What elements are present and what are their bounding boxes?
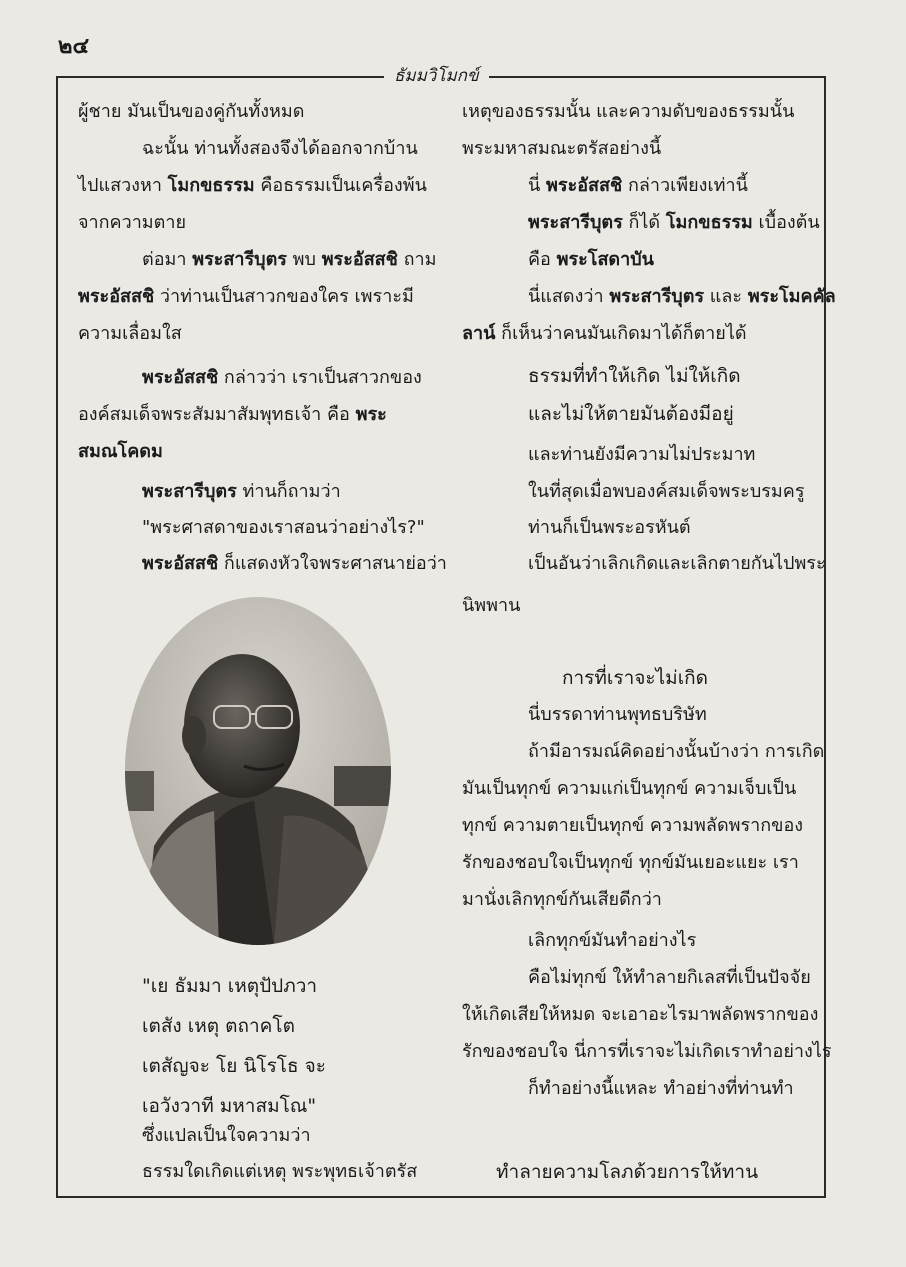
text-line: ถ้ามีอารมณ์คิดอย่างนั้นบ้างว่า การเกิด: [528, 741, 825, 762]
pali-verse-line: "เย ธัมมา เหตุปัปภวา: [142, 975, 318, 997]
text: ถาม: [397, 249, 437, 270]
text-line: [142, 137, 418, 161]
text: นี่แสดงว่า: [528, 286, 610, 307]
bold-term: พระอัสสชิ: [142, 367, 219, 388]
section-heading: การที่เราจะไม่เกิด: [562, 667, 709, 689]
bold-term: สมณโคดม: [78, 441, 163, 462]
text-line: [528, 248, 654, 272]
text-line: รักของชอบใจ นี่การที่เราจะไม่เกิดเราทำอย่างไร: [462, 1041, 832, 1062]
text: ก็แสดงหัวใจพระศาสนาย่อว่า: [218, 553, 447, 574]
running-title: ธัมมวิโมกข์: [384, 62, 489, 89]
text-line: [528, 211, 820, 235]
bold-term: พระสารีบุตร: [192, 249, 287, 270]
text: จากความตาย: [78, 212, 187, 233]
text-line: นี่บรรดาท่านพุทธบริษัท: [528, 704, 707, 725]
text-line: มันเป็นทุกข์ ความแก่เป็นทุกข์ ความเจ็บเป็น: [462, 778, 797, 799]
text: พบ: [286, 249, 322, 270]
bold-statement: และไม่ให้ตายมันต้องมีอยู่: [528, 403, 734, 425]
bold-term: พระอัสสชิ: [321, 249, 398, 270]
text-line: ทุกข์ ความตายเป็นทุกข์ ความพลัดพรากของ: [462, 815, 804, 836]
text: นี่: [528, 175, 547, 196]
text-line: ให้เกิดเสียให้หมด จะเอาอะไรมาพลัดพรากของ: [462, 1004, 819, 1025]
text-line: [142, 480, 341, 504]
text-line: [78, 211, 186, 235]
monk-portrait-photo: [124, 596, 392, 946]
text: ว่าท่านเป็นสาวกของใคร เพราะมี: [154, 286, 414, 307]
text-line: [78, 174, 427, 198]
text-line: ท่านก็เป็นพระอรหันต์: [528, 517, 691, 538]
bold-term: พระสารีบุตร: [142, 481, 237, 502]
text: คือธรรมเป็นเครื่องพ้น: [254, 175, 427, 196]
text-line: มานั่งเลิกทุกข์กันเสียดีกว่า: [462, 889, 662, 910]
text-line: ก็ทำอย่างนี้แหละ ทำอย่างที่ท่านทำ: [528, 1078, 794, 1099]
text-line: [78, 440, 163, 464]
pali-verse-line: เอวังวาที มหาสมโณ": [142, 1095, 317, 1117]
pali-verse-line: เตสัญจะ โย นิโรโธ จะ: [142, 1055, 326, 1077]
text-line: พระมหาสมณะตรัสอย่างนี้: [462, 138, 662, 159]
text-line: ธรรมใดเกิดแต่เหตุ พระพุทธเจ้าตรัส: [142, 1161, 418, 1182]
text-line: [78, 403, 387, 427]
quote-text: "พระศาสดาของเราสอนว่าอย่างไร?": [142, 517, 425, 538]
text-line: [78, 100, 304, 124]
text-line: และท่านยังมีความไม่ประมาท: [528, 444, 756, 465]
text-line: นิพพาน: [462, 595, 521, 616]
text-line: [142, 248, 436, 272]
bold-term: ลาน์: [462, 323, 496, 344]
text-line: [462, 322, 747, 346]
bold-statement: ธรรมที่ทำให้เกิด ไม่ให้เกิด: [528, 365, 741, 387]
text: ฉะนั้น ท่านทั้งสองจึงได้ออกจากบ้าน: [142, 138, 418, 159]
text-line: [142, 366, 422, 390]
text-line: [78, 322, 182, 346]
bold-term: พระโสดาบัน: [556, 249, 654, 270]
text: ผู้ชาย มันเป็นของคู่กันทั้งหมด: [78, 101, 305, 122]
text-line: เหตุของธรรมนั้น และความดับของธรรมนั้น: [462, 101, 795, 122]
bold-term: พระอัสสชิ: [142, 553, 219, 574]
text: ก็เห็นว่าคนมันเกิดมาได้ก็ตายได้: [495, 323, 747, 344]
text-line: [528, 174, 748, 198]
page-number: ๒๔: [58, 34, 90, 59]
bold-term: พระโมคคัล: [747, 286, 836, 307]
text-line: ซึ่งแปลเป็นใจความว่า: [142, 1125, 311, 1146]
bold-term: พระสารีบุตร: [609, 286, 705, 307]
bold-term: โมกขธรรม: [665, 212, 753, 233]
text-line: [78, 285, 414, 309]
text: ท่านก็ถามว่า: [236, 481, 341, 502]
text: และ: [704, 286, 748, 307]
text: ก็ได้: [622, 212, 666, 233]
text-line: [528, 285, 836, 309]
text-line: เลิกทุกข์มันทำอย่างไร: [528, 930, 697, 951]
text: ความเลื่อมใส: [78, 323, 182, 344]
text: คือ: [528, 249, 557, 270]
text: องค์สมเด็จพระสัมมาสัมพุทธเจ้า คือ: [78, 404, 356, 425]
bold-term: พระอัสสชิ: [546, 175, 623, 196]
text-line: [142, 552, 447, 576]
text: กล่าวเพียงเท่านี้: [622, 175, 748, 196]
text-line: รักของชอบใจเป็นทุกข์ ทุกข์มันเยอะแยะ เรา: [462, 852, 799, 873]
text-line: [142, 516, 425, 540]
text: ต่อมา: [142, 249, 193, 270]
bold-term: พระอัสสชิ: [78, 286, 155, 307]
text-line: เป็นอันว่าเลิกเกิดและเลิกตายกันไปพระ: [528, 553, 826, 574]
pali-verse-line: เตสัง เหตุ ตถาคโต: [142, 1015, 295, 1037]
bold-term: โมกขธรรม: [167, 175, 255, 196]
bold-statement: ทำลายความโลภด้วยการให้ทาน: [496, 1161, 759, 1183]
text-line: ในที่สุดเมื่อพบองค์สมเด็จพระบรมครู: [528, 481, 805, 502]
text: กล่าวว่า เราเป็นสาวกของ: [218, 367, 422, 388]
bold-term: พระ: [355, 404, 387, 425]
text: ไปแสวงหา: [78, 175, 168, 196]
bold-term: พระสารีบุตร: [528, 212, 623, 233]
text-line: คือไม่ทุกข์ ให้ทำลายกิเลสที่เป็นปัจจัย: [528, 967, 811, 988]
text: เบื้องต้น: [752, 212, 820, 233]
